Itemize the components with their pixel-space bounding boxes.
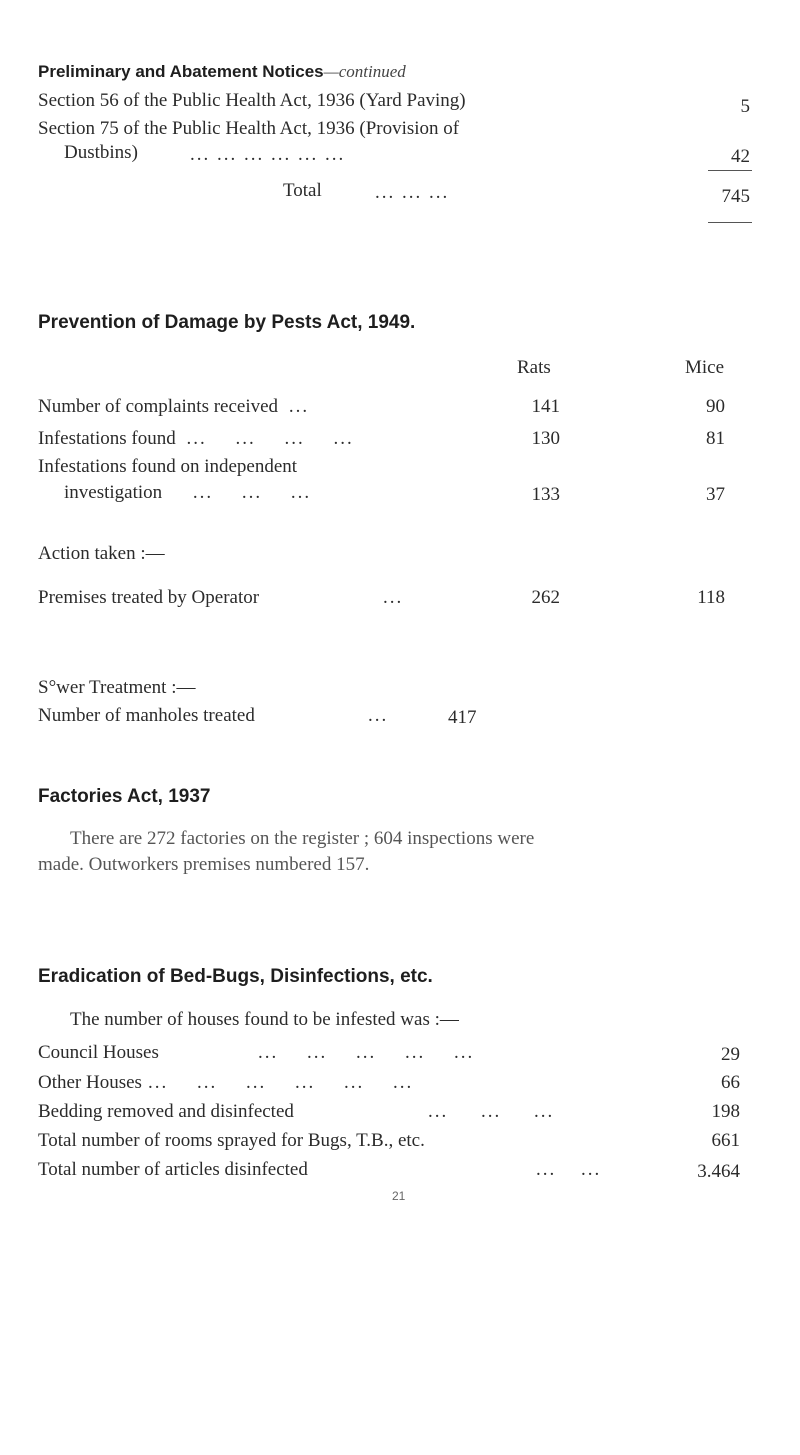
- row-label: Council Houses: [38, 1042, 159, 1063]
- pests-row-infestations: [38, 428, 354, 450]
- bugs-value: 3.464: [697, 1161, 740, 1182]
- rats-value: 141: [531, 396, 560, 417]
- bugs-row-bedding: [38, 1101, 294, 1123]
- bugs-heading: Eradication of Bed-Bugs, Disinfections, etc.: [38, 966, 433, 987]
- row-label: Infestations found: [38, 428, 176, 449]
- bugs-row-articles: [38, 1159, 308, 1181]
- row-dots: ... ... ... ... ...: [258, 1042, 475, 1063]
- header-continued: —continued: [323, 62, 406, 81]
- mice-value: 37: [706, 484, 725, 505]
- total-dots: ... ... ...: [375, 182, 450, 203]
- rats-value: 130: [531, 428, 560, 449]
- notice-value: 42: [731, 146, 750, 167]
- pests-row-premises: [38, 587, 259, 609]
- bugs-value: 66: [721, 1072, 740, 1093]
- bugs-value: 29: [721, 1044, 740, 1065]
- page-number: 21: [392, 1189, 406, 1203]
- subtotal-rule: [708, 170, 752, 171]
- row-dots: ...: [368, 705, 389, 726]
- row-label: Number of complaints received: [38, 396, 279, 417]
- total-value: 745: [721, 186, 750, 207]
- mice-value: 90: [706, 396, 725, 417]
- header-title: Preliminary and Abatement Notices: [38, 62, 324, 81]
- bugs-intro: The number of houses found to be infested was :—: [70, 1009, 459, 1030]
- row-label: Total number of articles disinfected: [38, 1159, 308, 1180]
- row-label: Bedding removed and disinfected: [38, 1101, 294, 1122]
- sewer-treatment-label: S°wer Treatment :—: [38, 677, 196, 698]
- bugs-row-council: [38, 1042, 159, 1064]
- row-dots: ...: [288, 396, 310, 417]
- manholes-value: 417: [448, 707, 477, 728]
- col-header-mice: Mice: [685, 357, 725, 378]
- bugs-row-rooms: [38, 1130, 425, 1152]
- notice-value: 5: [740, 96, 750, 117]
- row-dots: ... ... ... ... ... ...: [148, 1072, 414, 1093]
- row-dots: ... ...: [536, 1159, 602, 1180]
- row-label: Total number of rooms sprayed for Bugs, T.B., etc.: [38, 1130, 425, 1151]
- mice-value: 118: [697, 587, 725, 608]
- pests-row-complaints: [38, 396, 309, 418]
- factories-line2: made. Outworkers premises numbered 157.: [38, 854, 370, 875]
- row-label: Other Houses: [38, 1072, 142, 1093]
- col-header-rats: Rats: [517, 357, 551, 378]
- total-label: Total: [283, 180, 322, 201]
- pests-row-independent-line2: [64, 482, 311, 504]
- row-dots: ... ... ... ...: [186, 428, 354, 449]
- row-dots: ... ... ...: [428, 1101, 555, 1122]
- bugs-row-other: [38, 1072, 142, 1094]
- page-header: [38, 62, 406, 82]
- notice-row-dustbins-line1: Section 75 of the Public Health Act, 1936 (Provision of: [38, 118, 460, 139]
- notice-row-dustbins-line2: Dustbins): [64, 142, 138, 163]
- rats-value: 133: [531, 484, 560, 505]
- row-label: investigation: [64, 482, 163, 503]
- row-label: Number of manholes treated: [38, 705, 255, 726]
- pests-row-independent-line1: Infestations found on independent: [38, 456, 298, 477]
- action-taken-label: Action taken :—: [38, 543, 165, 564]
- notice-label: Section 56 of the Public Health Act, 1936 (Yard Paving): [38, 90, 466, 111]
- notice-dots: ... ... ... ... ... ...: [190, 144, 346, 165]
- total-rule: [708, 222, 752, 223]
- bugs-value: 198: [711, 1101, 740, 1122]
- row-dots: ... ... ...: [192, 482, 312, 503]
- factories-line1: There are 272 factories on the register ; 604 inspections were: [70, 828, 535, 849]
- manholes-row: [38, 705, 255, 727]
- factories-heading: Factories Act, 1937: [38, 786, 211, 807]
- row-dots: ...: [383, 587, 404, 608]
- bugs-value: 661: [711, 1130, 740, 1151]
- row-label: Premises treated by Operator: [38, 587, 260, 608]
- pests-heading: Prevention of Damage by Pests Act, 1949.: [38, 312, 416, 333]
- rats-value: 262: [531, 587, 560, 608]
- notice-row-yard-paving: [38, 90, 758, 112]
- mice-value: 81: [706, 428, 725, 449]
